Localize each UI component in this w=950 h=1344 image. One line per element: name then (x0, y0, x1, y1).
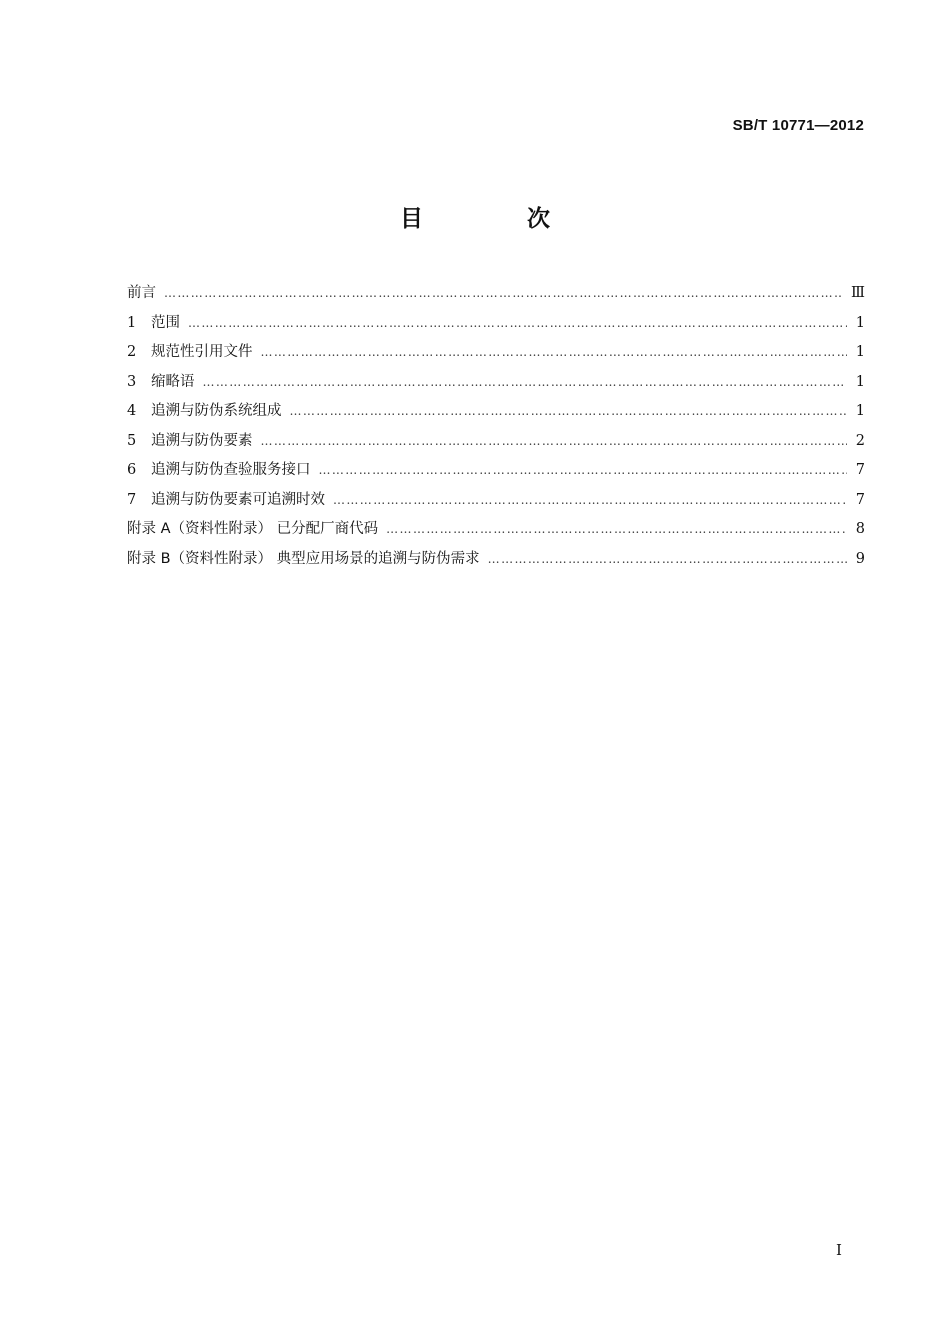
toc-entry-label: 缩略语 (151, 373, 195, 390)
toc-entry-page: 1 (855, 314, 865, 331)
toc-entry-foreword[interactable] (127, 281, 865, 311)
toc-entry-page: 7 (855, 491, 865, 508)
toc-entry-label: 追溯与防伪查验服务接口 (151, 462, 311, 478)
toc-entry-label: 追溯与防伪系统组成 (151, 403, 282, 419)
dot-leader (319, 463, 848, 477)
page-title: 目 次 (399, 206, 598, 232)
toc-entry-number: 6 (127, 462, 137, 478)
toc-entry-label: 追溯与防伪要素 (151, 432, 253, 449)
toc-entry-page: 8 (855, 521, 865, 537)
page-number: I (836, 1241, 842, 1259)
toc-entry-6[interactable] (127, 458, 865, 488)
dot-leader (488, 552, 847, 566)
toc-entry-number: 2 (127, 344, 137, 360)
table-of-contents (127, 281, 865, 576)
dot-leader (261, 345, 848, 359)
toc-entry-appendix-a[interactable] (127, 517, 865, 547)
toc-entry-page: Ⅲ (851, 285, 865, 301)
toc-entry-page: 7 (855, 462, 865, 478)
toc-entry-page: 2 (855, 432, 865, 449)
dot-leader (203, 375, 848, 389)
dot-leader (261, 434, 848, 448)
toc-entry-label: 范围 (151, 314, 180, 331)
toc-entry-page: 1 (855, 373, 865, 390)
toc-entry-number: 5 (127, 432, 137, 449)
toc-entry-label: 附录 B（资料性附录） 典型应用场景的追溯与防伪需求 (127, 550, 480, 567)
dot-leader (290, 404, 848, 418)
toc-entry-1[interactable] (127, 311, 865, 341)
dot-leader (188, 316, 847, 330)
toc-entry-appendix-b[interactable] (127, 547, 865, 577)
toc-entry-label: 规范性引用文件 (151, 344, 253, 360)
toc-entry-number: 3 (127, 373, 137, 390)
toc-entry-page: 9 (855, 550, 865, 567)
toc-entry-page: 1 (855, 344, 865, 360)
toc-entry-7[interactable] (127, 488, 865, 518)
toc-entry-number: 7 (127, 491, 137, 508)
toc-entry-page: 1 (855, 403, 865, 419)
toc-entry-2[interactable] (127, 340, 865, 370)
toc-entry-label: 追溯与防伪要素可追溯时效 (151, 491, 325, 508)
dot-leader (386, 522, 847, 536)
dot-leader (333, 493, 847, 507)
toc-entry-number: 4 (127, 403, 137, 419)
toc-entry-5[interactable] (127, 429, 865, 459)
toc-entry-4[interactable] (127, 399, 865, 429)
toc-entry-label: 附录 A（资料性附录） 已分配厂商代码 (127, 521, 379, 537)
toc-entry-3[interactable] (127, 370, 865, 400)
standard-code: SB/T 10771—2012 (732, 117, 864, 134)
toc-entry-number: 1 (127, 314, 137, 331)
dot-leader (164, 286, 843, 300)
toc-entry-label: 前言 (127, 285, 156, 301)
